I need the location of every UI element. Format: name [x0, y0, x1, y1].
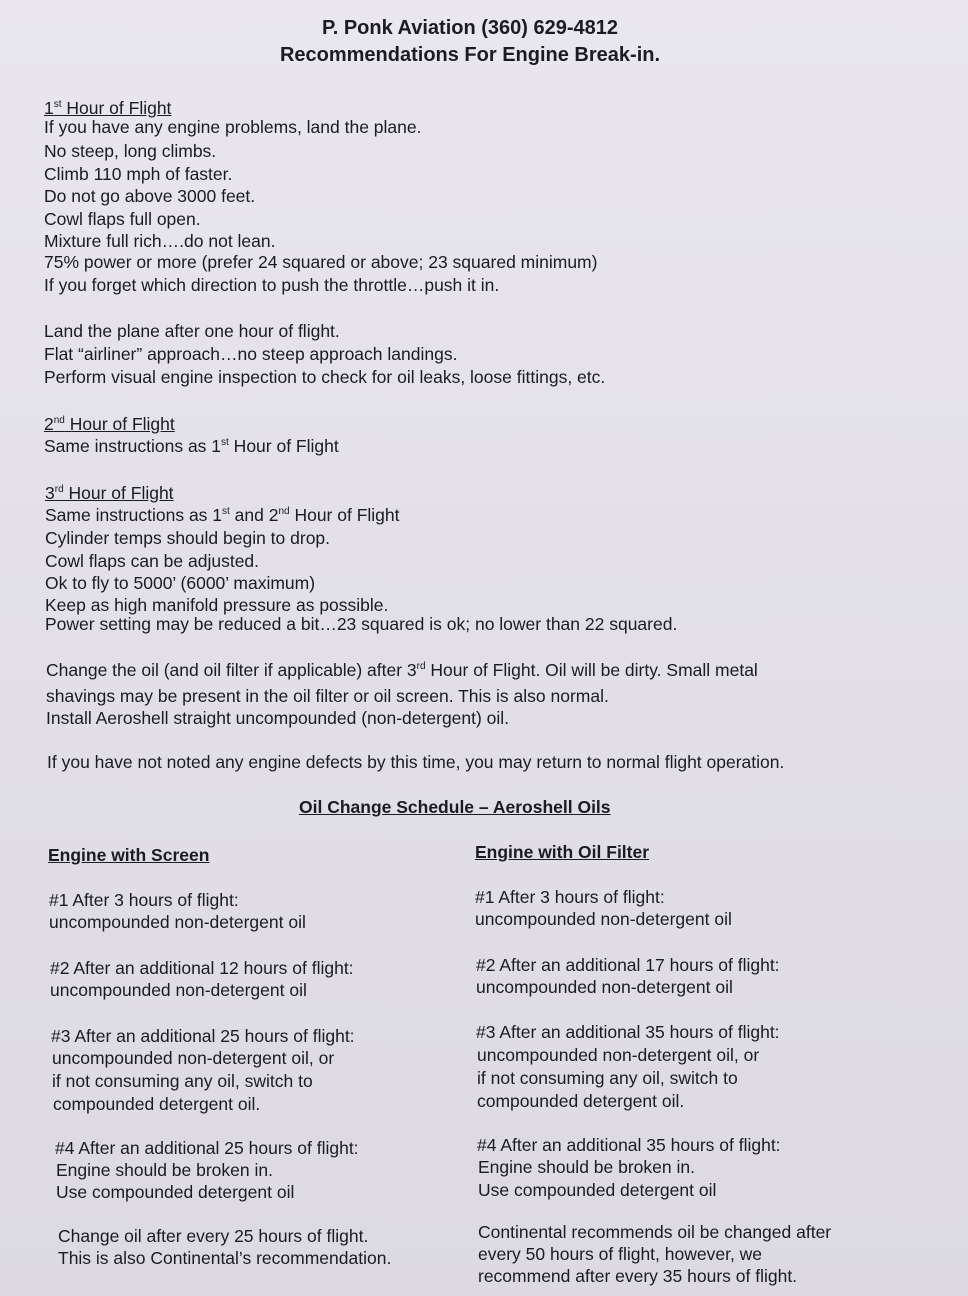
- hour1-line: Mixture full rich….do not lean.: [44, 231, 276, 251]
- filter-item-line: uncompounded non-detergent oil, or: [477, 1045, 760, 1065]
- filter-item-line: #2 After an additional 17 hours of flight:: [476, 955, 780, 975]
- hour1-line: No steep, long climbs.: [44, 141, 217, 161]
- filter-item-line: Engine should be broken in.: [478, 1157, 695, 1177]
- hour1-line: Do not go above 3000 feet.: [44, 186, 256, 206]
- hour1-line: Climb 110 mph of faster.: [44, 164, 233, 184]
- hour1-line: 75% power or more (prefer 24 squared or above; 23 squared minimum): [44, 252, 598, 272]
- filter-item-line: if not consuming any oil, switch to: [477, 1068, 738, 1088]
- filter-item-line: #4 After an additional 35 hours of flight:: [477, 1135, 781, 1155]
- hour3-line: Power setting may be reduced a bit…23 squared is ok; no lower than 22 squared.: [45, 614, 678, 634]
- final-note: If you have not noted any engine defects by this time, you may return to normal flight operation.: [47, 752, 785, 772]
- hour1-line: If you forget which direction to push the throttle…push it in.: [44, 275, 500, 295]
- filter-item-line: Use compounded detergent oil: [478, 1180, 717, 1200]
- schedule-title: Oil Change Schedule – Aeroshell Oils: [299, 797, 611, 817]
- hour3-line: Cylinder temps should begin to drop.: [45, 528, 331, 548]
- oil-change-line: Install Aeroshell straight uncompounded (non-detergent) oil.: [46, 708, 510, 728]
- hour1-after-line: Flat “airliner” approach…no steep approach landings.: [44, 344, 458, 364]
- screen-item-line: compounded detergent oil.: [53, 1094, 261, 1114]
- screen-item-line: #2 After an additional 12 hours of flight:: [50, 958, 354, 978]
- screen-note-line: This is also Continental’s recommendation.: [58, 1248, 392, 1268]
- screen-item-line: uncompounded non-detergent oil, or: [52, 1048, 335, 1068]
- filter-note-line: Continental recommends oil be changed after: [478, 1222, 832, 1242]
- screen-item-line: #1 After 3 hours of flight:: [49, 890, 239, 910]
- hour1-after-line: Perform visual engine inspection to check for oil leaks, loose fittings, etc.: [44, 367, 606, 387]
- company-header: P. Ponk Aviation (360) 629-4812: [321, 17, 619, 39]
- filter-item-line: #3 After an additional 35 hours of flight:: [476, 1022, 780, 1042]
- hour1-line: If you have any engine problems, land the plane.: [44, 117, 422, 137]
- oil-change-line: shavings may be present in the oil filter or oil screen. This is also normal.: [46, 686, 609, 706]
- screen-item-line: Use compounded detergent oil: [56, 1182, 295, 1202]
- hour3-line: Cowl flaps can be adjusted.: [45, 551, 260, 571]
- filter-item-line: uncompounded non-detergent oil: [475, 909, 732, 929]
- filter-item-line: uncompounded non-detergent oil: [476, 977, 733, 997]
- hour1-line: Cowl flaps full open.: [44, 209, 201, 229]
- hour3-heading: 3rd Hour of Flight: [45, 483, 174, 503]
- screen-heading: Engine with Screen: [48, 845, 210, 865]
- hour2-line: Same instructions as 1st Hour of Flight: [44, 436, 339, 456]
- hour2-heading: 2nd Hour of Flight: [44, 414, 175, 434]
- screen-item-line: Engine should be broken in.: [56, 1160, 273, 1180]
- filter-note-line: every 50 hours of flight, however, we: [478, 1244, 763, 1264]
- hour3-line: Keep as high manifold pressure as possible.: [45, 595, 389, 615]
- screen-note-line: Change oil after every 25 hours of flight.: [58, 1226, 369, 1246]
- oil-change-line: Change the oil (and oil filter if applicable) after 3rd Hour of Flight. Oil will be dirty. Small metal: [46, 660, 758, 680]
- screen-item-line: uncompounded non-detergent oil: [49, 912, 306, 932]
- filter-note-line: recommend after every 35 hours of flight.: [478, 1266, 798, 1286]
- screen-item-line: #3 After an additional 25 hours of flight:: [51, 1026, 355, 1046]
- screen-item-line: uncompounded non-detergent oil: [50, 980, 307, 1000]
- hour3-line: Ok to fly to 5000’ (6000’ maximum): [45, 573, 316, 593]
- screen-item-line: #4 After an additional 25 hours of flight:: [55, 1138, 359, 1158]
- filter-item-line: compounded detergent oil.: [477, 1091, 685, 1111]
- hour3-line: Same instructions as 1st and 2nd Hour of Flight: [45, 505, 400, 525]
- hour1-after-line: Land the plane after one hour of flight.: [44, 321, 340, 341]
- screen-item-line: if not consuming any oil, switch to: [52, 1071, 313, 1091]
- filter-heading: Engine with Oil Filter: [475, 842, 650, 862]
- filter-item-line: #1 After 3 hours of flight:: [475, 887, 665, 907]
- hour1-heading: 1st Hour of Flight: [44, 98, 172, 118]
- document-title: Recommendations For Engine Break-in.: [279, 44, 661, 66]
